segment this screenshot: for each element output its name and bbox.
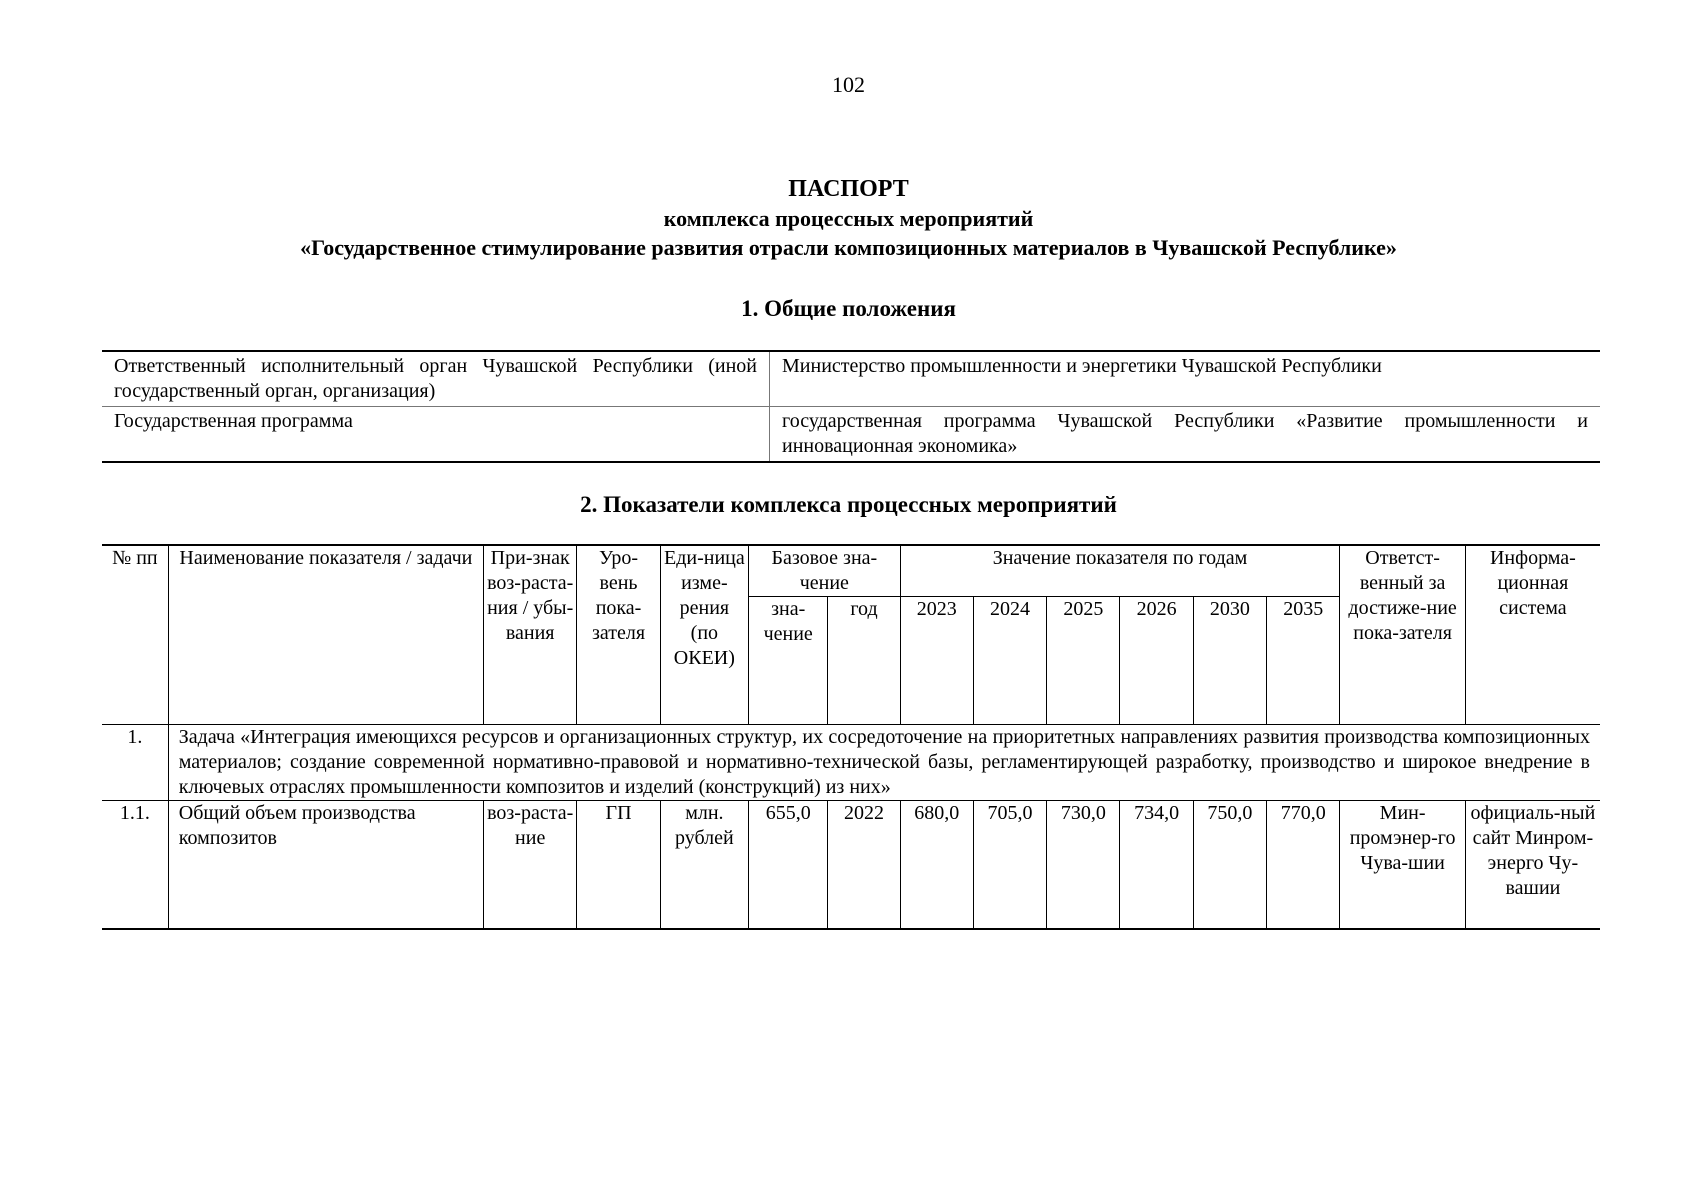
row-value-2035: 770,0 [1267,801,1340,929]
row-label: Государственная программа [102,407,770,463]
header-base-value: зна-чение [749,597,828,725]
task-num: 1. [102,725,168,801]
title-main: ПАСПОРТ [788,176,909,202]
row-sign: воз-раста-ние [484,801,577,929]
header-info-system: Информа-ционная система [1465,545,1600,725]
header-year: 2035 [1267,597,1340,725]
header-base-year: год [828,597,900,725]
indicators-table [102,544,1600,930]
header-unit: Еди-ница изме-рения (по ОКЕИ) [660,545,748,725]
header-base: Базовое зна-чение [749,545,901,597]
table-row [102,801,1600,929]
task-row [102,725,1600,801]
header-responsible: Ответст-венный за достиже-ние пока-зателя [1340,545,1465,725]
header-year: 2023 [900,597,973,725]
header-level: Уро-вень пока-зателя [577,545,660,725]
task-text: Задача «Интеграция имеющихся ресурсов и организационных структур, их сосредоточение на приоритетных направлениях развития производства композиционных материалов; создание современной нормативно-правовой и нормативно-технической базы, регламентирующей разработку, производство и широкое внедрение в ключевых отраслях промышленности композитов и изделий (конструкций) из них» [168,725,1600,801]
title-line3: «Государственное стимулирование развития отрасли композиционных материалов в Чувашской Республике» [300,235,1397,260]
header-sign: При-знак воз-раста-ния / убы-вания [484,545,577,725]
row-value-2030: 750,0 [1193,801,1266,929]
table-row [102,407,1600,463]
header-year: 2026 [1120,597,1193,725]
header-year: 2025 [1047,597,1120,725]
row-value-2024: 705,0 [973,801,1046,929]
row-responsible: Мин-промэнер-го Чува-шии [1340,801,1465,929]
row-base-year: 2022 [828,801,900,929]
header-by-years: Значение показателя по годам [900,545,1340,597]
title-line2: комплекса процессных мероприятий [663,206,1034,231]
header-year: 2024 [973,597,1046,725]
row-name: Общий объем производства композитов [168,801,483,929]
document-title [0,174,1697,262]
header-year: 2030 [1193,597,1266,725]
row-value-2025: 730,0 [1047,801,1120,929]
header-name: Наименование показателя / задачи [168,545,483,725]
row-value-2023: 680,0 [900,801,973,929]
row-info-system: официаль-ный сайт Минром-энерго Чу-вашии [1465,801,1600,929]
section1-heading: 1. Общие положения [741,296,956,321]
row-unit: млн. рублей [660,801,748,929]
table-row [102,351,1600,407]
row-level: ГП [577,801,660,929]
row-value-2026: 734,0 [1120,801,1193,929]
page-number: 102 [832,72,865,97]
general-provisions-table [102,350,1600,463]
row-num: 1.1. [102,801,168,929]
header-num: № пп [102,545,168,725]
section2-heading: 2. Показатели комплекса процессных мероприятий [580,492,1117,517]
row-label: Ответственный исполнительный орган Чувашской Республики (иной государственный орган, организация) [102,351,770,407]
row-base-value: 655,0 [749,801,828,929]
header-row [102,545,1600,597]
row-value: Министерство промышленности и энергетики Чувашской Республики [770,351,1601,407]
row-value: государственная программа Чувашской Республики «Развитие промышленности и инновационная экономика» [770,407,1601,463]
